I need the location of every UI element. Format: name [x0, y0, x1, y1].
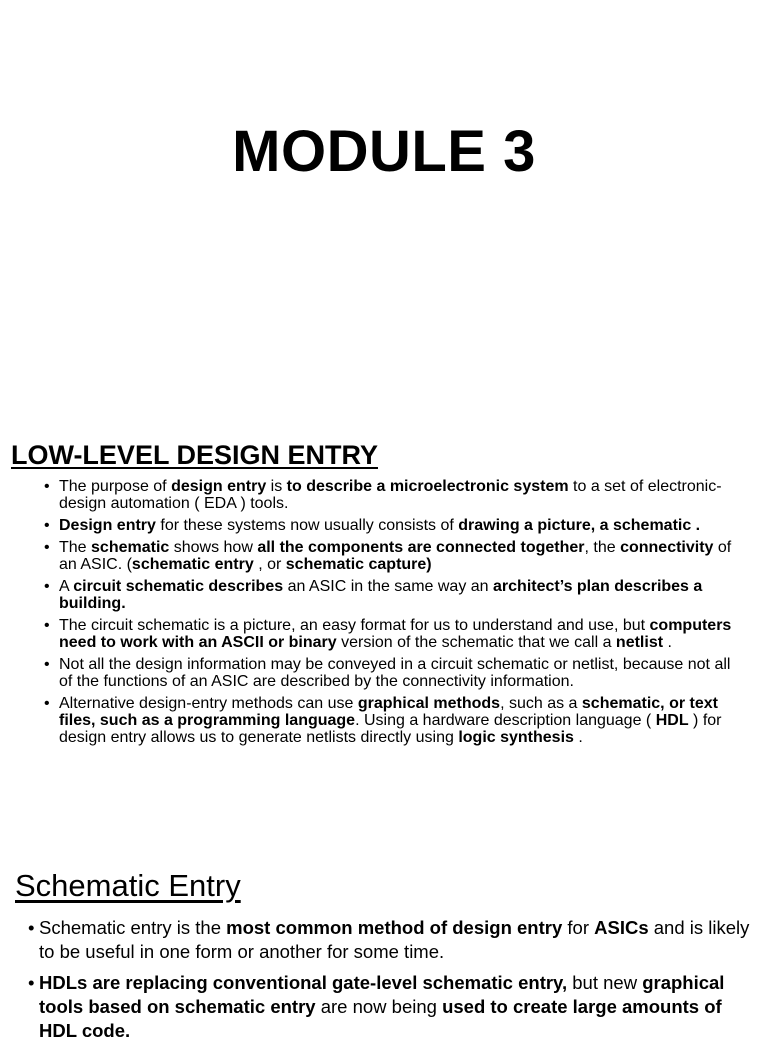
bullet-item: [44, 695, 744, 746]
bold-text: drawing a picture, a schematic .: [458, 517, 701, 534]
bullet-item: [44, 656, 744, 690]
bold-text: Design entry: [59, 517, 156, 534]
bold-text: design entry: [171, 478, 267, 495]
bold-text: logic synthesis: [458, 729, 574, 746]
bold-text: schematic capture): [285, 556, 432, 573]
body-text: to a set of electronic-design automation ( EDA ) tools.: [59, 478, 722, 512]
schematic-entry-heading: Schematic Entry: [15, 868, 241, 903]
title-slide: [0, 0, 768, 440]
body-text: for: [562, 917, 595, 938]
bold-text: computers need to work with an ASCII or binary: [59, 617, 732, 651]
bullet-item: [28, 916, 764, 964]
bullet-item: [44, 478, 744, 512]
bold-text: schematic, or text files, such as a programming language: [59, 695, 718, 729]
body-text: , the: [584, 539, 621, 556]
body-text: The purpose of: [59, 478, 172, 495]
bullet-list: [28, 916, 764, 1050]
bold-text: netlist: [615, 634, 664, 651]
bold-text: HDL: [655, 712, 689, 729]
bold-text: all the components are connected together: [257, 539, 585, 556]
bullet-item: [28, 971, 764, 1043]
body-text: version of the schematic that we call a: [336, 634, 616, 651]
bold-text: graphical methods: [357, 695, 501, 712]
body-text: but new: [567, 972, 643, 993]
bold-text: schematic: [91, 539, 170, 556]
body-text: A: [59, 578, 74, 595]
bullet-marker: •: [28, 972, 35, 993]
body-text: shows how: [169, 539, 258, 556]
bullet-marker: •: [44, 695, 50, 712]
body-text: .: [573, 729, 583, 746]
body-text: is: [266, 478, 287, 495]
body-text: an ASIC in the same way an: [283, 578, 494, 595]
bullet-marker: •: [44, 478, 50, 495]
bullet-item: [44, 578, 744, 612]
body-text: for these systems now usually consists of: [155, 517, 459, 534]
section-heading: LOW-LEVEL DESIGN ENTRY: [11, 440, 378, 470]
bold-text: to describe a microelectronic system: [286, 478, 569, 495]
bullet-marker: •: [44, 578, 50, 595]
bold-text: connectivity: [620, 539, 714, 556]
bullet-marker: •: [28, 917, 35, 938]
bold-text: ASICs: [594, 917, 649, 938]
schematic-entry-slide: [0, 865, 768, 1041]
bullet-item: [44, 617, 744, 651]
bullet-marker: •: [44, 656, 50, 673]
body-text: .: [663, 634, 672, 651]
body-text: , such as a: [500, 695, 582, 712]
bold-text: graphical tools based on schematic entry: [39, 972, 725, 1017]
bullet-item: [44, 539, 744, 573]
body-text: The circuit schematic is a picture, an easy format for us to understand and use, but: [59, 617, 650, 634]
body-text: , or: [253, 556, 286, 573]
body-text: ) for design entry allows us to generate netlists directly using: [59, 712, 722, 746]
body-text: Not all the design information may be conveyed in a circuit schematic or netlist, because not all of the functions of an ASIC are described by the connectivity information.: [59, 656, 731, 690]
body-text: are now being: [315, 996, 443, 1017]
bold-text: schematic entry: [131, 556, 254, 573]
bullet-marker: •: [44, 517, 50, 534]
body-text: The: [59, 539, 92, 556]
bold-text: architect’s plan describes a building.: [59, 578, 703, 612]
body-text: Alternative design-entry methods can use: [59, 695, 358, 712]
bold-text: circuit schematic describes: [73, 578, 284, 595]
bullet-list: [44, 478, 744, 751]
bold-text: used to create large amounts of HDL code.: [39, 996, 722, 1041]
bullet-marker: •: [44, 617, 50, 634]
bold-text: most common method of design entry: [226, 917, 563, 938]
body-text: of an ASIC. (: [59, 539, 732, 573]
module-title: MODULE 3: [232, 119, 536, 184]
low-level-design-entry-slide: [0, 440, 768, 865]
body-text: and is likely to be useful in one form or another for some time.: [39, 917, 750, 962]
bullet-marker: •: [44, 539, 50, 556]
body-text: Schematic entry is the: [39, 917, 227, 938]
bullet-item: [44, 517, 744, 534]
body-text: . Using a hardware description language (: [355, 712, 656, 729]
bold-text: HDLs are replacing conventional gate-level schematic entry,: [39, 972, 568, 993]
